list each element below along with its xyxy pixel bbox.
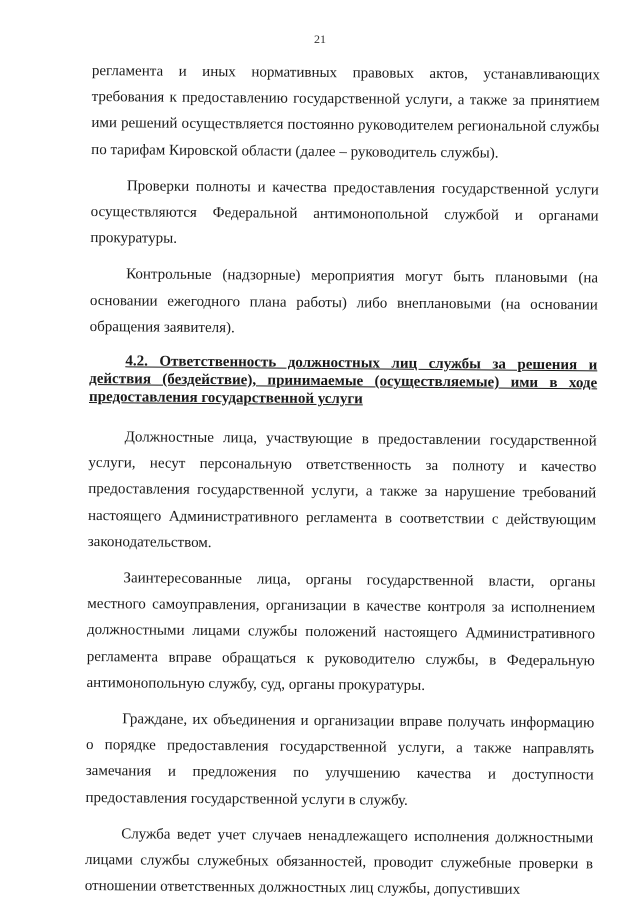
paragraph-inspections: Проверки полноты и качества предоставления государственной услуги осуществляются Федеральной антимонопольной службой и органами прокуратуры. — [90, 178, 599, 247]
page-body — [85, 58, 600, 904]
section-heading-text: 4.2. Ответственность должностных лиц службы за решения и действия (бездействие), принимаемые (осуществляемые) ими в ходе предоставления государственной услуги — [88, 353, 598, 408]
paragraph-officials-responsibility: Должностные лица, участвующие в предоставлении государственной услуги, несут персональную ответственность за полноту и качество предоставления государственной услуги, а также за нарушение требований настоящего Административного регламента в соответствии с действующим законодательством. — [87, 429, 597, 551]
paragraph-citizens: Граждане, их объединения и организации вправе получать информацию о порядке предоставления государственной услуги, а также направлять замечания и предложения по улучшению качества и доступности предоставления государственной услуги в службу. — [85, 711, 595, 809]
paragraph-control-measures: Контрольные (надзорные) мероприятия могут быть плановыми (на основании ежегодного плана работы) либо внеплановыми (на основании обращения заявителя). — [89, 266, 599, 337]
page-number: 21 — [314, 32, 326, 46]
paragraph-interested-parties: Заинтересованные лица, органы государственной власти, органы местного самоуправления, организации в качестве контроля за исполнением должностными лицами службы положений настоящего Административного регламента вправе обращаться к руководителю службы, в Федеральную антимонопольную службу, суд, органы прокуратуры. — [86, 570, 596, 694]
paragraph-continued: регламента и иных нормативных правовых актов, устанавливающих требования к предоставлению государственной услуги, а также за принятием ими решений осуществляется постоянно руководителем региональной службы по тарифам Кировской области (далее – руководитель службы). — [91, 62, 600, 162]
section-heading — [89, 352, 597, 410]
paragraph-service-records: Служба ведет учет случаев ненадлежащего исполнения должностными лицами службы служебных обязанностей, проводит служебные проверки в отношении ответственных должностных лиц службы, допустивших — [84, 826, 594, 899]
